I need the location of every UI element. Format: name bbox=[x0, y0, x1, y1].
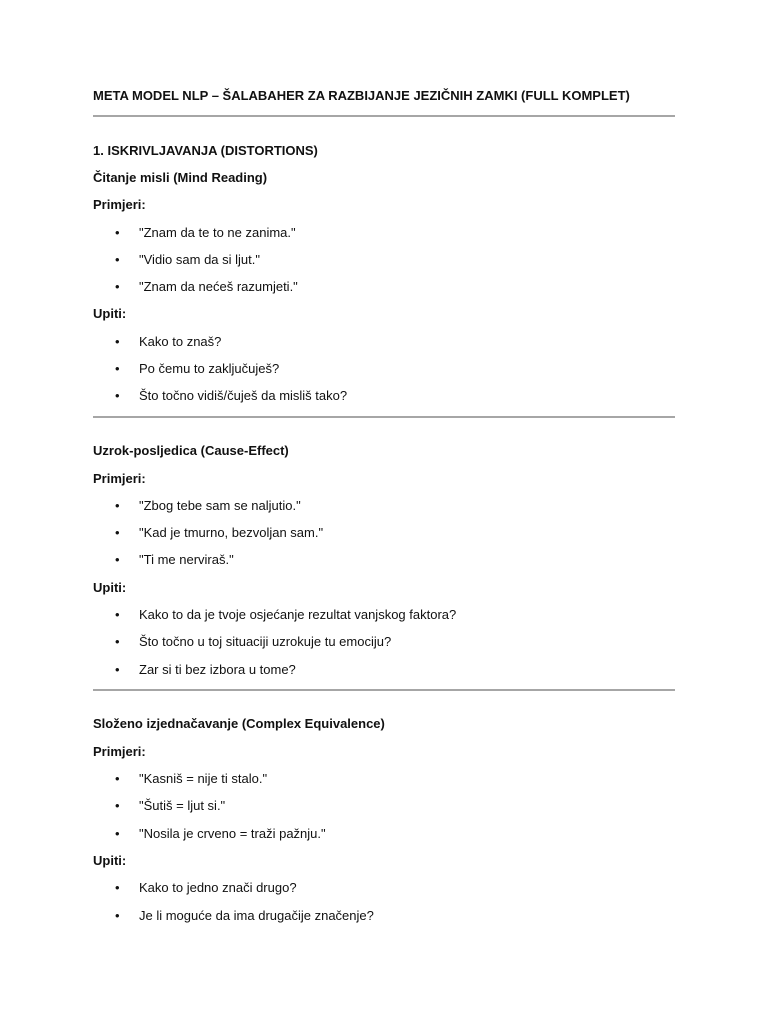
example-text: "Znam da nećeš razumjeti." bbox=[139, 279, 298, 294]
bullet-icon: • bbox=[115, 634, 120, 649]
bullet-icon: • bbox=[115, 908, 120, 923]
horizontal-rule bbox=[93, 416, 675, 418]
bullet-icon: • bbox=[115, 498, 120, 513]
example-text: "Znam da te to ne zanima." bbox=[139, 225, 296, 240]
bullet-icon: • bbox=[115, 607, 120, 622]
examples-label: Primjeri: bbox=[93, 471, 146, 486]
question-text: Kako to znaš? bbox=[139, 334, 222, 349]
horizontal-rule bbox=[93, 115, 675, 117]
questions-label: Upiti: bbox=[93, 306, 127, 321]
block-title-cause-effect: Uzrok-posljedica (Cause-Effect) bbox=[93, 443, 289, 458]
example-text: "Vidio sam da si ljut." bbox=[139, 252, 260, 267]
bullet-icon: • bbox=[115, 552, 120, 567]
example-text: "Šutiš = ljut si." bbox=[139, 798, 226, 813]
bullet-icon: • bbox=[115, 662, 120, 677]
block-title-mind-reading: Čitanje misli (Mind Reading) bbox=[93, 170, 268, 185]
question-text: Je li moguće da ima drugačije značenje? bbox=[139, 908, 374, 923]
bullet-icon: • bbox=[115, 361, 120, 376]
bullet-icon: • bbox=[115, 279, 120, 294]
question-text: Što točno vidiš/čuješ da misliš tako? bbox=[139, 388, 348, 403]
question-text: Kako to jedno znači drugo? bbox=[139, 880, 297, 895]
document-page bbox=[93, 0, 675, 1024]
example-text: "Kasniš = nije ti stalo." bbox=[139, 771, 268, 786]
bullet-icon: • bbox=[115, 880, 120, 895]
bullet-icon: • bbox=[115, 334, 120, 349]
example-text: "Zbog tebe sam se naljutio." bbox=[139, 498, 301, 513]
section-heading: 1. ISKRIVLJAVANJA (DISTORTIONS) bbox=[93, 143, 318, 158]
bullet-icon: • bbox=[115, 225, 120, 240]
question-text: Kako to da je tvoje osjećanje rezultat vanjskog faktora? bbox=[139, 607, 457, 622]
block-title-complex-equivalence: Složeno izjednačavanje (Complex Equivalence) bbox=[93, 716, 385, 731]
question-text: Zar si ti bez izbora u tome? bbox=[139, 662, 296, 677]
bullet-icon: • bbox=[115, 826, 120, 841]
examples-label: Primjeri: bbox=[93, 197, 146, 212]
bullet-icon: • bbox=[115, 798, 120, 813]
horizontal-rule bbox=[93, 689, 675, 691]
questions-label: Upiti: bbox=[93, 580, 127, 595]
example-text: "Ti me nerviraš." bbox=[139, 552, 234, 567]
bullet-icon: • bbox=[115, 771, 120, 786]
question-text: Što točno u toj situaciji uzrokuje tu emociju? bbox=[139, 634, 392, 649]
question-text: Po čemu to zaključuješ? bbox=[139, 361, 280, 376]
examples-label: Primjeri: bbox=[93, 744, 146, 759]
example-text: "Kad je tmurno, bezvoljan sam." bbox=[139, 525, 324, 540]
bullet-icon: • bbox=[115, 252, 120, 267]
bullet-icon: • bbox=[115, 388, 120, 403]
bullet-icon: • bbox=[115, 525, 120, 540]
example-text: "Nosila je crveno = traži pažnju." bbox=[139, 826, 326, 841]
document-title: META MODEL NLP – ŠALABAHER ZA RAZBIJANJE JEZIČNIH ZAMKI (FULL KOMPLET) bbox=[93, 88, 630, 103]
questions-label: Upiti: bbox=[93, 853, 127, 868]
